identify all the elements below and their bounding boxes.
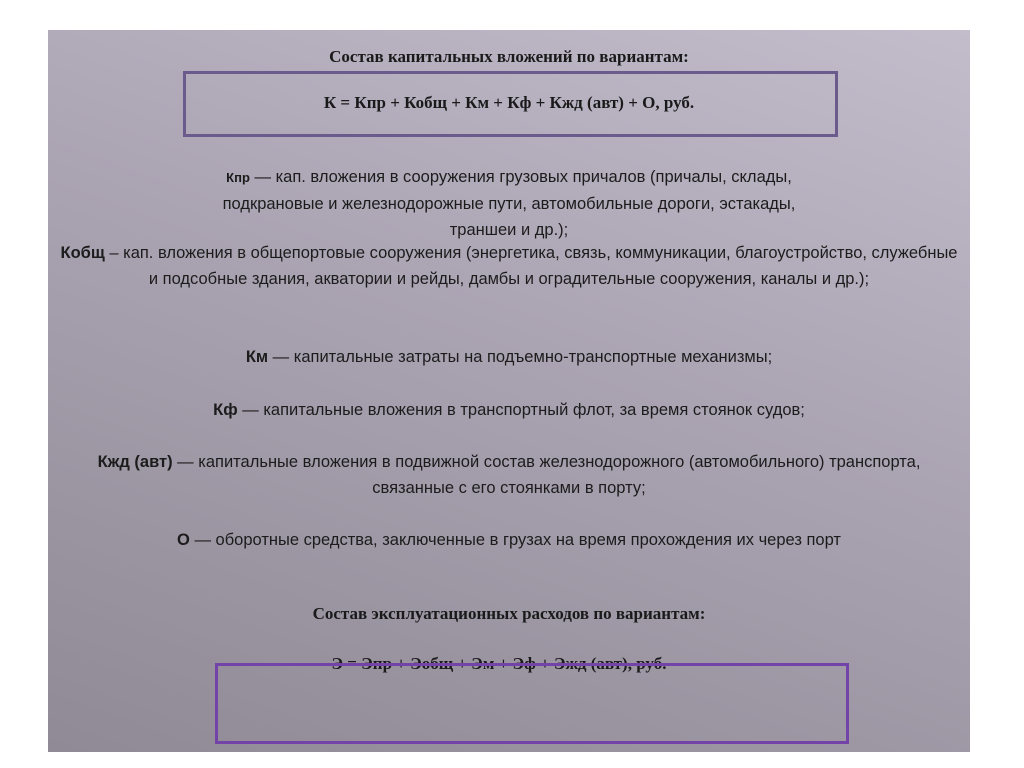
definition-text: — капитальные вложения в транспортный флот, за время стоянок судов; bbox=[237, 401, 805, 419]
definition-text: – кап. вложения в общепортовые сооружения (энергетика, связь, коммуникации, благоустройство, служебные и подсобные здания, акватории и рейды, дамбы и оградительные сооружения, каналы и др.); bbox=[104, 244, 958, 288]
term: Кф bbox=[213, 401, 238, 419]
definition-kpr bbox=[48, 164, 970, 243]
definition-text: — оборотные средства, заключенные в грузах на время прохождения их через порт bbox=[189, 531, 841, 549]
definition-kf bbox=[48, 397, 970, 423]
capital-title: Состав капитальных вложений по вариантам: bbox=[329, 47, 689, 66]
capital-formula: К = Кпр + Кобщ + Км + Кф + Кжд (авт) + О, руб. bbox=[323, 93, 695, 112]
term: О bbox=[177, 531, 190, 549]
operating-formula: Э = Эпр + Эобщ + Эм + Эф + Эжд (авт), руб. bbox=[331, 654, 667, 673]
term: Кобщ bbox=[60, 244, 105, 262]
definition-text: — капитальные вложения в подвижной состав железнодорожного (автомобильного) транспорта, связанные с его стоянками в порту; bbox=[172, 453, 921, 497]
definition-o bbox=[48, 527, 970, 553]
term: Км bbox=[245, 348, 269, 366]
operating-title: Состав эксплуатационных расходов по вариантам: bbox=[312, 604, 706, 623]
definition-kzhd bbox=[48, 449, 970, 501]
operating-formula-box bbox=[215, 663, 849, 744]
definition-kobsch bbox=[48, 240, 970, 292]
definition-text: — капитальные затраты на подъемно-транспортные механизмы; bbox=[268, 348, 773, 366]
term: Кпр bbox=[226, 170, 250, 185]
term: Кжд (авт) bbox=[97, 453, 173, 471]
definition-km bbox=[48, 344, 970, 370]
definition-text: — кап. вложения в сооружения грузовых причалов (причалы, склады, подкрановые и железнодорожные пути, автомобильные дороги, эстакады, траншеи и др.); bbox=[222, 168, 796, 239]
slide bbox=[48, 30, 970, 752]
